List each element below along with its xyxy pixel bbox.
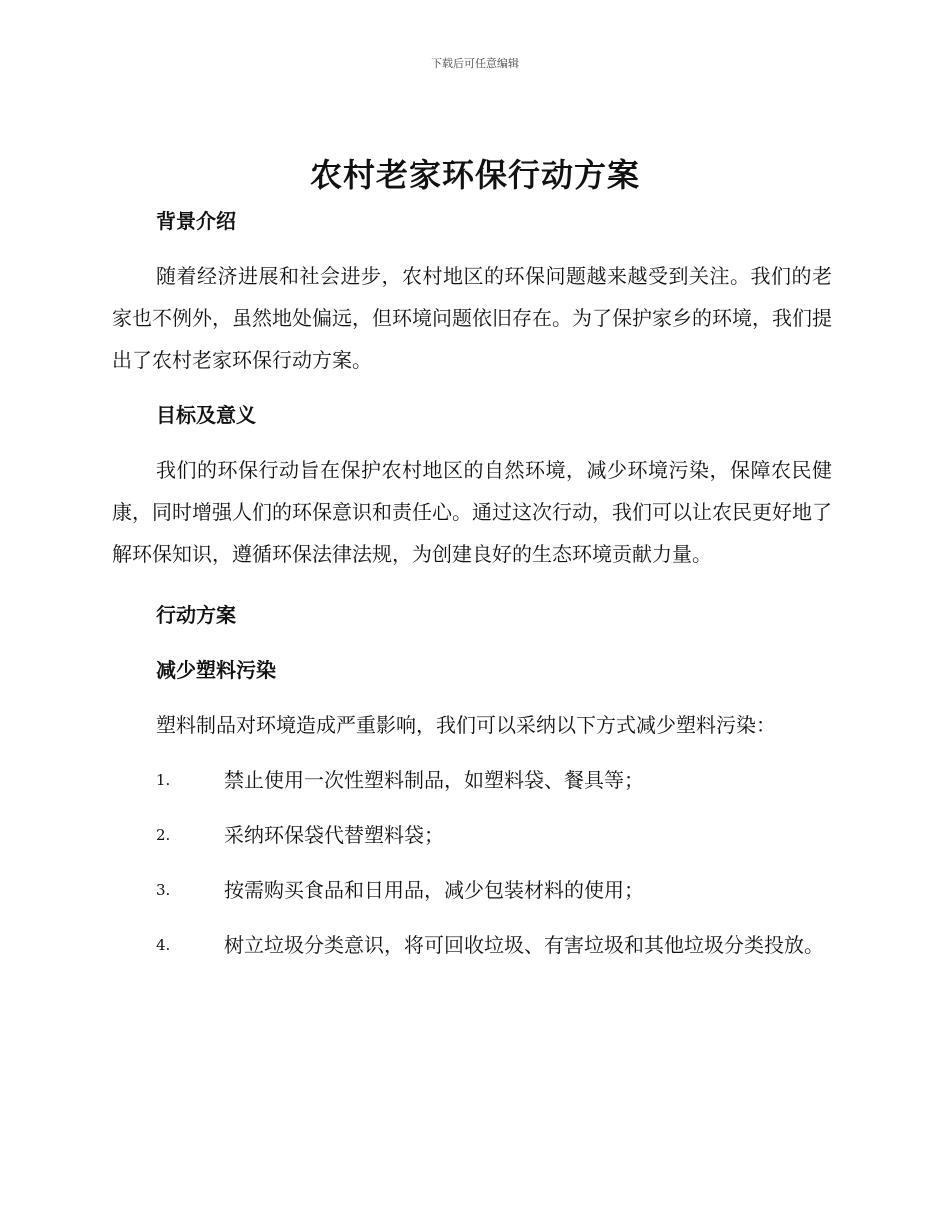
list-text: 树立垃圾分类意识，将可回收垃圾、有害垃圾和其他垃圾分类投放。 xyxy=(224,933,824,957)
goal-paragraph: 我们的环保行动旨在保护农村地区的自然环境，减少环境污染，保障农民健康，同时增强人们的环保意识和责任心。通过这次行动，我们可以让农民更好地了解环保知识，遵循环保法律法规，为创建良好的生态环境贡献力量。 xyxy=(112,458,832,566)
spacer xyxy=(112,575,832,594)
list-item xyxy=(112,869,832,911)
list-text: 禁止使用一次性塑料制品，如塑料袋、餐具等； xyxy=(224,768,644,792)
list-number: 1. xyxy=(156,771,171,789)
spacer xyxy=(112,242,832,255)
spacer xyxy=(112,381,832,394)
document-body xyxy=(112,200,832,966)
section-heading-plastic: 减少塑料污染 xyxy=(156,658,276,682)
document-title: 农村老家环保行动方案 xyxy=(309,156,640,194)
section-heading-goal: 目标及意义 xyxy=(156,403,256,427)
list-number: 3. xyxy=(156,881,171,899)
list-text: 采纳环保袋代替塑料袋； xyxy=(224,823,444,847)
spacer xyxy=(112,691,832,704)
section-heading-background: 背景介绍 xyxy=(156,209,236,233)
list-text: 按需购买食品和日用品，减少包装材料的使用； xyxy=(224,878,644,902)
spacer xyxy=(112,801,832,814)
spacer xyxy=(112,746,832,759)
plastic-intro: 塑料制品对环境造成严重影响，我们可以采纳以下方式减少塑料污染： xyxy=(156,713,776,737)
section-heading-action: 行动方案 xyxy=(156,603,236,627)
list-number: 4. xyxy=(156,936,171,954)
list-number: 2. xyxy=(156,826,171,844)
header-note: 下载后可任意编辑 xyxy=(431,57,519,70)
spacer xyxy=(112,856,832,869)
list-item xyxy=(112,924,832,966)
spacer xyxy=(112,911,832,924)
background-paragraph: 随着经济进展和社会进步，农村地区的环保问题越来越受到关注。我们的老家也不例外，虽然地处偏远，但环境问题依旧存在。为了保护家乡的环境，我们提出了农村老家环保行动方案。 xyxy=(112,264,832,372)
list-item xyxy=(112,759,832,801)
spacer xyxy=(112,436,832,449)
spacer xyxy=(112,636,832,649)
list-item xyxy=(112,814,832,856)
